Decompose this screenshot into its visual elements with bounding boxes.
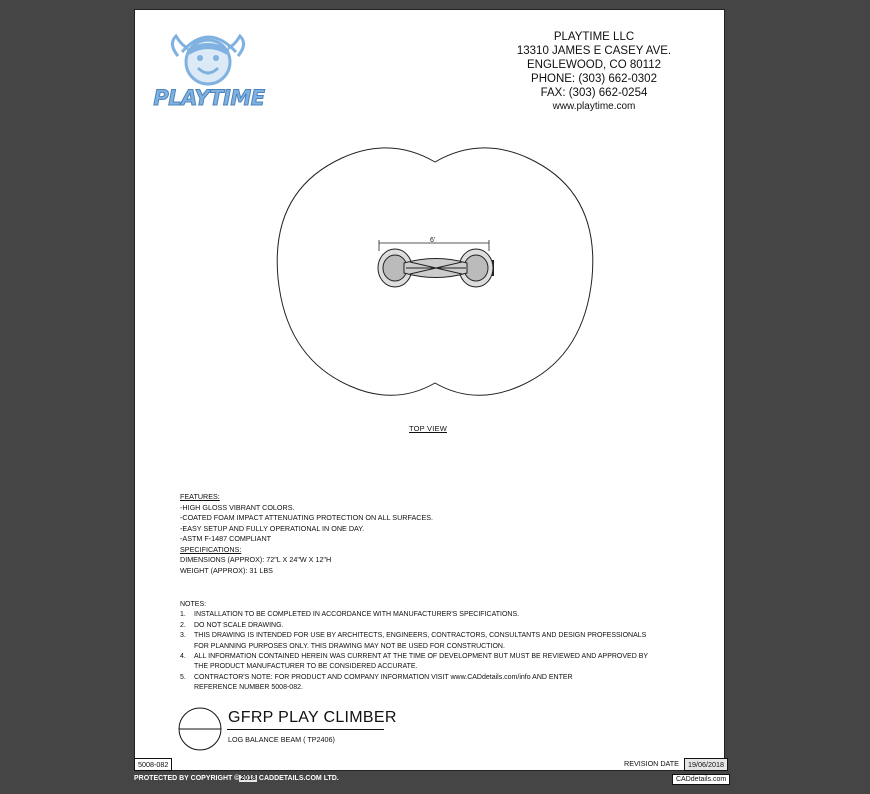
note-item: 2. DO NOT SCALE DRAWING. bbox=[180, 621, 284, 629]
logo-wordmark: PLAYTIME bbox=[153, 86, 265, 110]
title-symbol bbox=[178, 707, 222, 751]
note-item: 3. THIS DRAWING IS INTENDED FOR USE BY ARCHITECTS, ENGINEERS, CONTRACTORS, CONSULTANTS AND DESIGN PROFESSIONALS FOR PLANNING PURPOSES ONLY. THIS DRAWING MAY NOT BE USED FOR CONSTRUCTION. bbox=[180, 632, 647, 650]
company-address-line1: 13310 JAMES E CASEY AVE. bbox=[516, 45, 672, 57]
top-view-plan bbox=[270, 146, 600, 400]
notes-heading: NOTES: bbox=[180, 601, 207, 608]
spec-dimensions: DIMENSIONS (APPROX): 72"L X 24"W X 12"H bbox=[180, 555, 332, 564]
title-divider bbox=[227, 729, 384, 730]
features-section bbox=[180, 492, 433, 576]
note-item: 4. ALL INFORMATION CONTAINED HEREIN WAS CURRENT AT THE TIME OF DEVELOPMENT BUT MUST BE REVIEWED AND APPROVED BY THE PRODUCT MANUFACTURER TO BE CONSIDERED ACCURATE. bbox=[180, 653, 649, 671]
revision-label: REVISION DATE bbox=[624, 759, 679, 768]
feature-item: -EASY SETUP AND FULLY OPERATIONAL IN ONE DAY. bbox=[180, 523, 365, 533]
specifications-heading: SPECIFICATIONS: bbox=[180, 544, 242, 554]
spec-weight: WEIGHT (APPROX): 31 LBS bbox=[180, 565, 273, 575]
drawing-title: GFRP PLAY CLIMBER bbox=[228, 709, 397, 726]
view-label: TOP VIEW bbox=[409, 424, 447, 433]
company-fax: FAX: (303) 662-0254 bbox=[540, 87, 648, 99]
company-address-line2: ENGLEWOOD, CO 80112 bbox=[527, 59, 661, 71]
note-item: 5. CONTRACTOR'S NOTE: FOR PRODUCT AND COMPANY INFORMATION VISIT www.CADdetails.com/info AND ENTER REFERENCE NUMBER 5008-082. bbox=[180, 673, 573, 692]
company-phone: PHONE: (303) 662-0302 bbox=[531, 73, 657, 85]
drawing-subtitle: LOG BALANCE BEAM ( TP2406) bbox=[228, 735, 335, 744]
company-info bbox=[488, 30, 700, 114]
note-item: 1. INSTALLATION TO BE COMPLETED IN ACCORDANCE WITH MANUFACTURER'S SPECIFICATIONS. bbox=[180, 611, 520, 619]
dimension-label: 6' bbox=[430, 237, 436, 244]
company-name: PLAYTIME LLC bbox=[553, 31, 635, 43]
copyright-notice: PROTECTED BY COPYRIGHT ©2018 CADDETAILS.COM LTD. bbox=[134, 775, 339, 782]
feature-item: -COATED FOAM IMPACT ATTENUATING PROTECTION ON ALL SURFACES. bbox=[180, 513, 434, 522]
caddetails-link[interactable]: CADdetails.com bbox=[672, 774, 730, 785]
feature-item: -HIGH GLOSS VIBRANT COLORS. bbox=[180, 502, 295, 512]
copyright-year: 2018 bbox=[240, 775, 256, 782]
feature-item: -ASTM F-1487 COMPLIANT bbox=[180, 534, 272, 543]
company-website: www.playtime.com bbox=[552, 101, 636, 112]
features-heading: FEATURES: bbox=[180, 492, 220, 501]
document-number: 5008-082 bbox=[134, 758, 172, 771]
notes-section bbox=[180, 600, 700, 694]
revision-date: 19/06/2018 bbox=[684, 758, 728, 771]
